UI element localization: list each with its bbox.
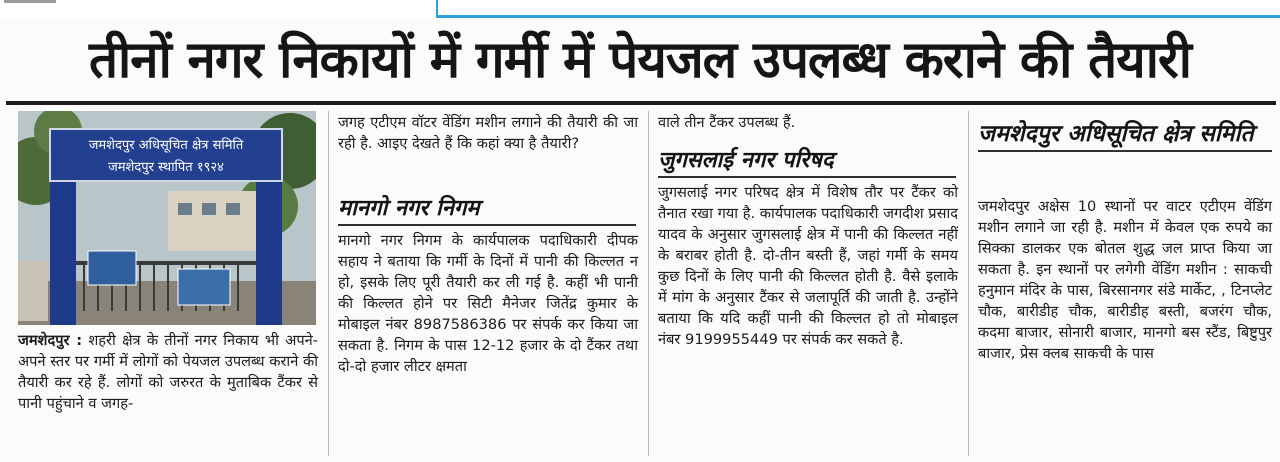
headline: तीनों नगर निकायों में गर्मी में पेयजल उपलब्ध कराने की तैयारी [88,31,1191,90]
column-2-body: मानगो नगर निगम के कार्यपालक पदाधिकारी दीपक सहाय ने बताया कि गर्मी के दिनों में पानी की किल्लत न हो, इसके लिए पूरी तैयारी कर ली गई है. कहीं भी पानी की किल्लत होने पर सिटी मैनेजर जितेंद्र कुमार के मोबाइल नंबर 8987586386 पर संपर्क कर किया जा सकता है. निगम के पास 12-12 हजार के दो टैंकर तथा दो-दो हजार लीटर क्षमता [338,232,638,375]
column-2 [338,112,638,154]
news-photo [18,111,316,325]
column-3-body-wrap [658,182,958,350]
dateline: जमशेदपुर : [18,332,83,349]
gate-board-line2: जमशेदपुर स्थापित १९२४ [108,160,224,175]
gate-board-line1: जमशेदपुर अधिसूचित क्षेत्र समिति [88,138,244,153]
column-4-body: जमशेदपुर अक्षेस 10 स्थानों पर वाटर एटीएम वेंडिंग मशीन लगाने जा रही है. मशीन में केवल एक रुपये का सिक्का डालकर एक बोतल शुद्ध जल प्राप्त किया जा सकता है. इन स्थानों पर लगेगी वेंडिंग मशीन : साकची हनुमान मंदिर के पास, बिरसानगर संडे मार्केट, , टिनप्लेट चौक, बारीडीह चौक, बारीडीह बस्ती, बजरंग चौक, कदमा बाजार, सोनारी बाजार, मानगो बस स्टैंड, बिष्टुपुर बाजार, प्रेस क्लब साकची के पास [978,198,1272,362]
column-2-intro: जगह एटीएम वॉटर वेंडिंग मशीन लगाने की तैयारी की जा रही है. आइए देखते हैं कि कहां क्या है तैयारी? [338,114,638,152]
subhead-jnac: जमशेदपुर अधिसूचित क्षेत्र समिति [978,118,1272,152]
column-2-body-wrap [338,230,638,377]
gate-illustration [18,111,316,325]
top-bar [0,0,1280,18]
subhead-mango: मानगो नगर निगम [338,194,636,226]
column-1-text: शहरी क्षेत्र के तीनों नगर निकाय भी अपने-अपने स्तर पर गर्मी में लोगों को पेयजल उपलब्ध कराने की तैयारी कर रहे हैं. लोगों को जरुरत के मुताबिक टैंकर से पानी पहुंचाने व जगह- [18,332,318,412]
headline-rule [6,101,1276,105]
column-1 [18,330,318,414]
top-accent-line [438,15,1280,18]
column-divider [328,111,329,456]
column-3-body: जुगसलाई नगर परिषद क्षेत्र में विशेष तौर पर टैंकर को तैनात रखा गया है. कार्यपालक पदाधिकारी जगदीश प्रसाद यादव के अनुसार जुगसलाई क्षेत्र में पानी की किल्लत नहीं के बराबर होती है. दो-तीन बस्ती हैं, जहां गर्मी के समय कुछ दिनों के लिए पानी की किल्लत होती है. वैसे इलाके में मांग के अनुसार टैंकर से जलापूर्ति की जाती है. उन्होंने बताया कि यदि कहीं पानी की किल्लत हो तो मोबाइल नंबर 9199955449 पर संपर्क कर सकते है. [658,184,958,348]
column-divider [648,111,649,456]
subhead-jugsalai: जुगसलाई नगर परिषद [658,146,956,178]
column-3 [658,112,958,133]
column-divider [968,111,969,456]
top-dash [4,0,56,3]
column-3-intro: वाले तीन टैंकर उपलब्ध हैं. [658,114,796,131]
column-4 [978,196,1272,364]
